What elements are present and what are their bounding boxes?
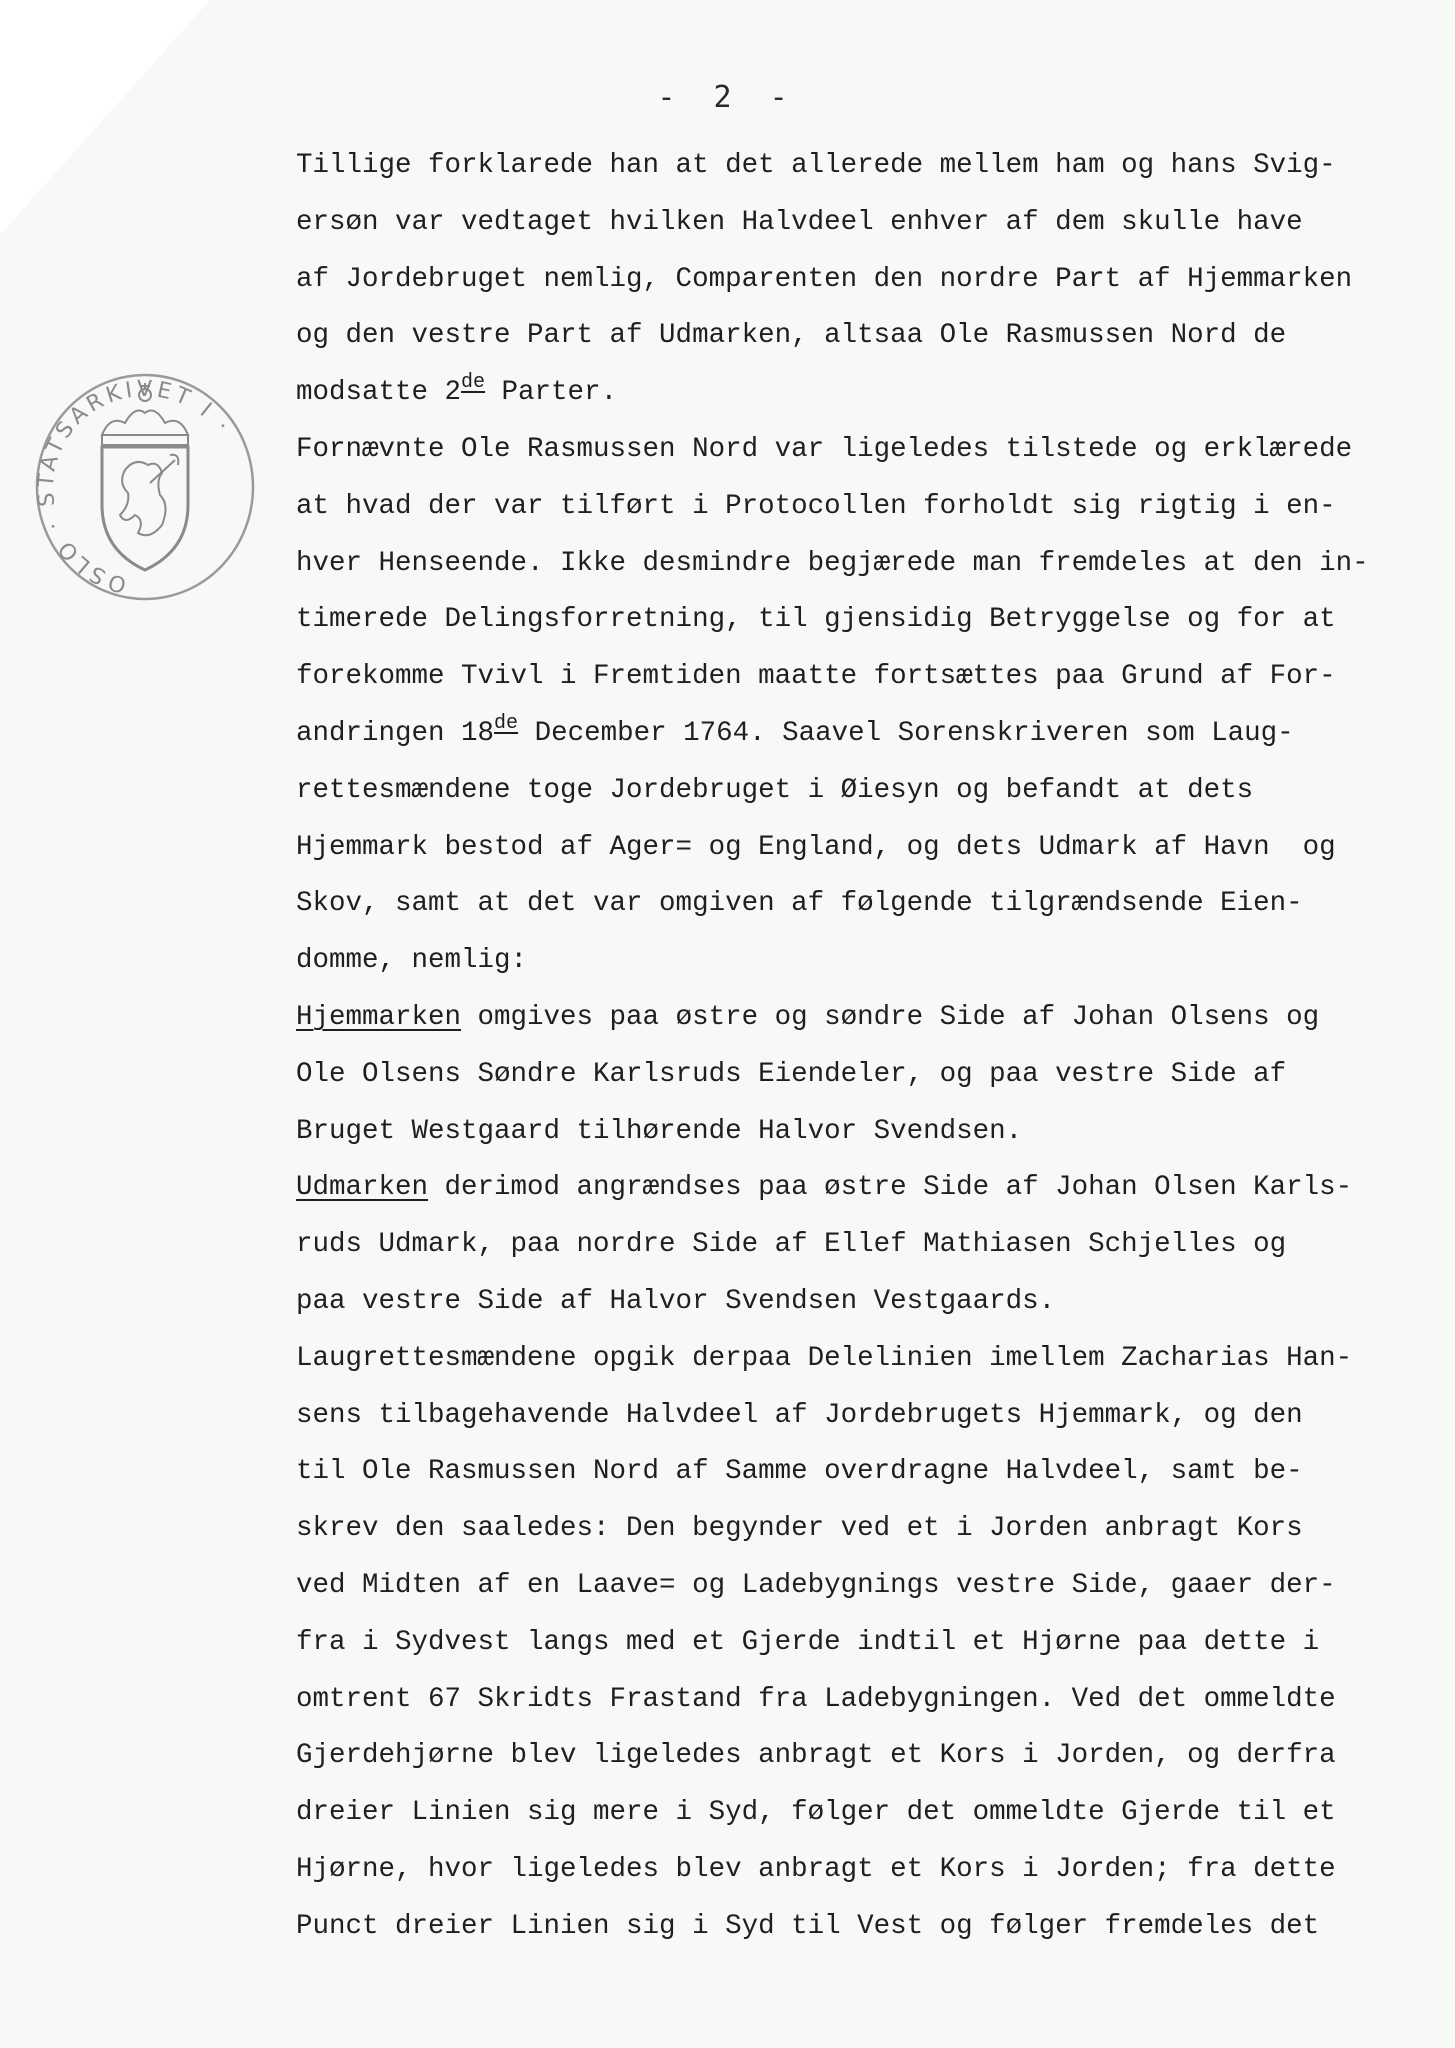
text-run: derimod angrændses paa østre Side af Johan Olsen Karls- xyxy=(428,1172,1353,1204)
text-run: omgives paa østre og søndre Side af Johan Olsens og xyxy=(461,1001,1320,1033)
text-run: modsatte 2 xyxy=(296,377,462,409)
text-run: hver Henseende. Ikke desmindre begjærede man fremdeles at den in- xyxy=(296,547,1369,579)
text-run: af Jordebruget nemlig, Comparenten den nordre Part af Hjemmarken xyxy=(296,263,1353,295)
text-line xyxy=(296,1728,1426,1785)
page-number: - 2 - xyxy=(657,80,798,115)
text-line xyxy=(296,1444,1426,1501)
text-run: ved Midten af en Laave= og Ladebygnings vestre Side, gaaer der- xyxy=(296,1569,1336,1601)
text-line xyxy=(296,990,1426,1047)
text-line xyxy=(296,1274,1426,1331)
text-run: December 1764. Saavel Sorenskriveren som Laug- xyxy=(518,717,1294,749)
text-run: Bruget Westgaard tilhørende Halvor Svendsen. xyxy=(296,1115,1023,1147)
text-run: omtrent 67 Skridts Frastand fra Ladebygningen. Ved det ommeldte xyxy=(296,1683,1336,1715)
text-run: Ole Olsens Søndre Karlsruds Eiendeler, og paa vestre Side af xyxy=(296,1058,1287,1090)
text-run: andringen 18 xyxy=(296,717,495,749)
text-line xyxy=(296,479,1426,536)
text-line xyxy=(296,1331,1426,1388)
text-run: Tillige forklarede han at det allerede mellem ham og hans Svig- xyxy=(296,150,1336,181)
text-line xyxy=(296,1501,1426,1558)
text-line xyxy=(296,138,1426,195)
text-line xyxy=(296,365,1426,422)
svg-text:OSLO · STATSARKIVET I ·: OSLO · STATSARKIVET I · xyxy=(33,376,237,598)
text-line xyxy=(296,308,1426,365)
text-run: til Ole Rasmussen Nord af Samme overdragne Halvdeel, samt be- xyxy=(296,1456,1303,1488)
text-line xyxy=(296,763,1426,820)
underlined-heading: Hjemmarken xyxy=(296,1001,462,1033)
text-line xyxy=(296,252,1426,309)
text-run: at hvad der var tilført i Protocollen forholdt sig rigtig i en- xyxy=(296,490,1336,522)
coat-of-arms-seal-icon xyxy=(30,365,260,605)
text-run: timerede Delingsforretning, til gjensidig Betryggelse og for at xyxy=(296,604,1336,636)
archive-stamp xyxy=(30,365,260,605)
text-run: dreier Linien sig mere i Syd, følger det ommeldte Gjerde til et xyxy=(296,1797,1336,1829)
text-line xyxy=(296,1160,1426,1217)
text-run: ruds Udmark, paa nordre Side af Ellef Mathiasen Schjelles og xyxy=(296,1229,1287,1261)
text-run: sens tilbagehavende Halvdeel af Jordebrugets Hjemmark, og den xyxy=(296,1399,1303,1431)
text-line xyxy=(296,1217,1426,1274)
text-run: og den vestre Part af Udmarken, altsaa Ole Rasmussen Nord de xyxy=(296,320,1287,352)
text-run: Hjemmark bestod af Ager= og England, og dets Udmark af Havn og xyxy=(296,831,1336,863)
text-line xyxy=(296,933,1426,990)
text-line xyxy=(296,536,1426,593)
text-line xyxy=(296,1842,1426,1899)
text-line xyxy=(296,1558,1426,1615)
superscript-ordinal: de xyxy=(461,371,486,395)
text-run: skrev den saaledes: Den begynder ved et i Jorden anbragt Kors xyxy=(296,1513,1303,1545)
text-run: fra i Sydvest langs med et Gjerde indtil et Hjørne paa dette i xyxy=(296,1626,1320,1658)
text-line xyxy=(296,876,1426,933)
text-run: Fornævnte Ole Rasmussen Nord var ligeledes tilstede og erklærede xyxy=(296,433,1353,465)
text-run: Parter. xyxy=(485,377,618,409)
superscript-ordinal: de xyxy=(494,711,519,735)
text-run: paa vestre Side af Halvor Svendsen Vestgaards. xyxy=(296,1285,1056,1317)
text-line xyxy=(296,649,1426,706)
text-run: domme, nemlig: xyxy=(296,945,528,977)
text-line xyxy=(296,1672,1426,1729)
underlined-heading: Udmarken xyxy=(296,1172,429,1204)
document-body xyxy=(296,138,1426,1956)
text-run: Punct dreier Linien sig i Syd til Vest og følger fremdeles det xyxy=(296,1910,1320,1942)
text-line xyxy=(296,1899,1426,1956)
text-line xyxy=(296,1047,1426,1104)
text-run: rettesmændene toge Jordebruget i Øiesyn og befandt at dets xyxy=(296,774,1254,806)
text-run: Laugrettesmændene opgik derpaa Delelinien imellem Zacharias Han- xyxy=(296,1342,1353,1374)
text-line xyxy=(296,422,1426,479)
text-line xyxy=(296,706,1426,763)
text-run: Gjerdehjørne blev ligeledes anbragt et Kors i Jorden, og derfra xyxy=(296,1740,1336,1772)
text-line xyxy=(296,1615,1426,1672)
text-run: Skov, samt at det var omgiven af følgende tilgrændsende Eien- xyxy=(296,888,1303,920)
text-run: ersøn var vedtaget hvilken Halvdeel enhver af dem skulle have xyxy=(296,206,1303,238)
text-run: Hjørne, hvor ligeledes blev anbragt et Kors i Jorden; fra dette xyxy=(296,1853,1336,1885)
text-line xyxy=(296,1785,1426,1842)
text-run: forekomme Tvivl i Fremtiden maatte fortsættes paa Grund af For- xyxy=(296,661,1336,693)
text-line xyxy=(296,820,1426,877)
text-line xyxy=(296,1388,1426,1445)
text-line xyxy=(296,195,1426,252)
text-line xyxy=(296,1104,1426,1161)
text-line xyxy=(296,592,1426,649)
